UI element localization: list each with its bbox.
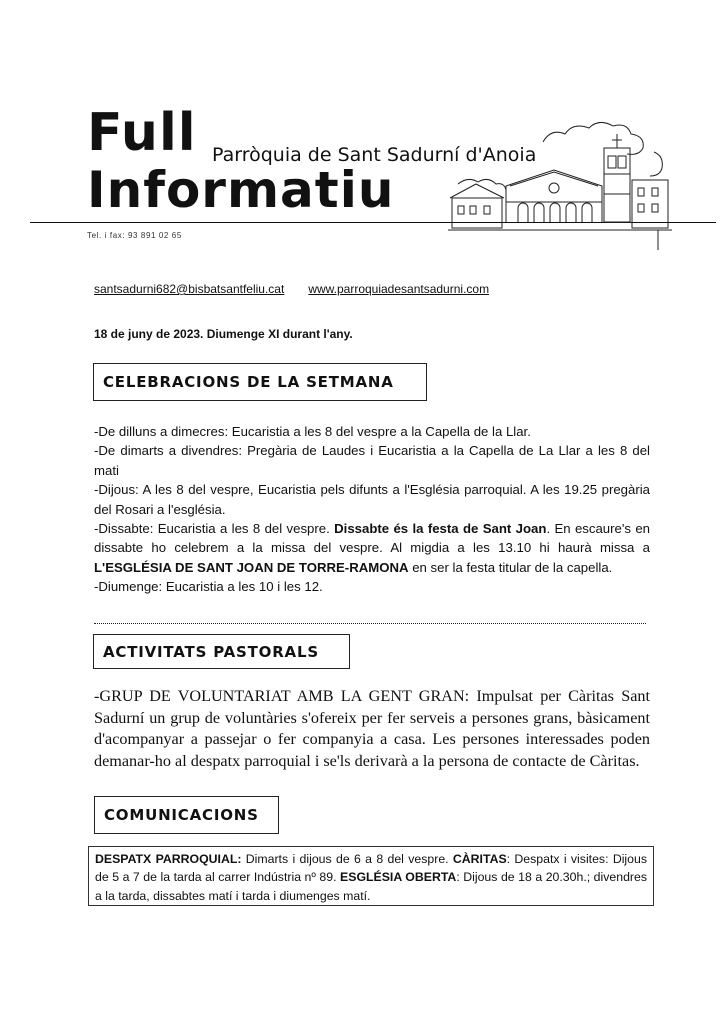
caritas-hours: : Despatx i visites: Dijous de 5 a 7 de la tarda al carrer Indústria nº 89. [95, 852, 647, 885]
pastoral-heading: ACTIVITATS PASTORALS [93, 634, 350, 669]
pastoral-text [94, 686, 650, 772]
celebration-item: -Dijous: A les 8 del vespre, Eucaristia pels difunts a l'Església parroquial. A les 19.25 pregària del Rosari a l'església. [94, 482, 650, 517]
communications-box [88, 846, 654, 906]
celebration-highlight: Dissabte és la festa de Sant Joan [334, 521, 547, 537]
celebration-text: -Dissabte: Eucaristia a les 8 del vespre. [94, 521, 335, 537]
caritas-label: CÀRITAS [452, 852, 507, 866]
open-church-label: ESGLÉSIA OBERTA [340, 870, 457, 885]
masthead-title-full: Full [87, 103, 197, 163]
masthead-title-informatiu: Informatiu [87, 161, 395, 219]
celebrations-heading: CELEBRACIONS DE LA SETMANA [93, 363, 427, 401]
pastoral-paragraph: -GRUP DE VOLUNTARIAT AMB LA GENT GRAN: Impulsat per Càritas Sant Sadurní un grup de voluntàries s'ofereix per fer serveis a persones grans, bàsicament d'acompanyar a passejar o fer companyia a casa. Les persones interessades poden demanar-ho al despatx parroquial i se'ls derivarà a la persona de contacte de Càritas. [94, 687, 650, 770]
website-link[interactable]: www.parroquiadesantsadurni.com [308, 282, 490, 296]
celebrations-list [94, 422, 650, 597]
open-church-hours: : Dijous de 18 a 20.30h.; divendres a la tarda, dissabtes matí i tarda i diumenges matí. [95, 870, 648, 903]
office-hours: Dimarts i dijous de 6 a 8 del vespre. [241, 852, 453, 866]
church-illustration [448, 112, 672, 252]
parish-name: Parròquia de Sant Sadurní d'Anoia [212, 144, 537, 166]
celebration-item: -De dilluns a dimecres: Eucaristia a les 8 del vespre a la Capella de la Llar. [94, 424, 531, 439]
celebration-item: -De dimarts a divendres: Pregària de Laudes i Eucaristia a la Capella de La Llar a les 8 del mati [94, 443, 650, 478]
phone-fax: Tel. i fax: 93 891 02 65 [87, 231, 182, 240]
date-line: 18 de juny de 2023. Diumenge XI durant l'any. [94, 327, 353, 341]
celebration-text: . En escaure's en dissabte ho celebrem a la missa del vespre. Al migdia a les 13.10 hi haurà missa a [94, 521, 650, 556]
contact-links [94, 282, 489, 296]
celebration-item [94, 519, 650, 577]
celebration-item: -Diumenge: Eucaristia a les 10 i les 12. [94, 579, 323, 595]
dotted-divider [94, 623, 646, 624]
office-label: DESPATX PARROQUIAL: [95, 852, 242, 866]
communications-heading: COMUNICACIONS [94, 796, 279, 834]
celebration-highlight: L'ESGLÉSIA DE SANT JOAN DE TORRE-RAMONA [94, 559, 409, 575]
email-link[interactable]: santsadurni682@bisbatsantfeliu.cat [94, 282, 285, 296]
celebration-text: en ser la festa titular de la capella. [408, 559, 613, 575]
